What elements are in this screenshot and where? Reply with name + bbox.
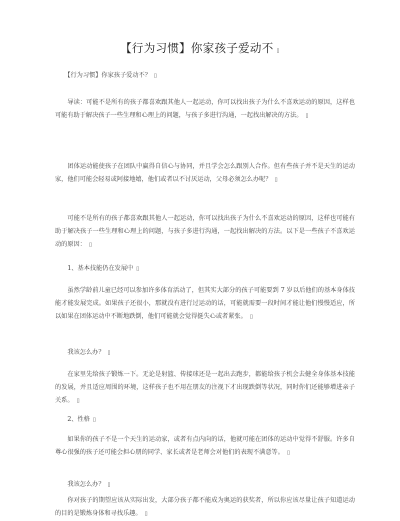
intro-paragraph: 导读：可能不是所有的孩子都喜欢跟其他人一起运动，你可以找出孩子为什么不喜欢运动的原因，这样也可能有助于解决孩子一些生理和心理上的问题，与孩子多进行沟通，一起找出解决的方法。 ▯ xyxy=(55,99,355,119)
title-mark: ▯ xyxy=(276,48,280,54)
team-paragraph: 团体运动能使孩子在团队中赢得自信心与协同，并且学会怎么跟别人合作。但有些孩子并不是天生的运动家，他们可能会轻易或阿接地嬉，他们或者以不讨厌运动，父母必须怎么办呢？ ▯ xyxy=(55,163,355,183)
expectations-paragraph: 你对孩子的期望应该从实际出发，大部分孩子都不能成为奥运的获奖者，所以你应该尽量让孩子知道运动的目的是锻炼身体和寻找乐趣。 ▯ xyxy=(55,497,355,517)
what-to-do-heading-2: 我该怎么办？ ▯ xyxy=(67,481,111,488)
lead-mark: ▯ xyxy=(153,73,157,79)
personality-paragraph: 如果你的孩子不是一个天生的运动家，或者有点内向的话，他就可能在团体的运动中觉得不舒服。许多自尊心很强的孩子还可能会担心朋的同学、家长或者是老师会对他们的表现不满意等。 ▯ xyxy=(55,436,355,456)
document-title-text: 【行为习惯】你家孩子爱动不 xyxy=(120,41,274,55)
home-practice-paragraph: 在家里先给孩子锻炼一下。无论是射篮、传接球还是一起出去跑步，都能给孩子机会去健全身体基本技能的发展，并且适应周围的环境，这样孩子也不用在朋友的注视下才出现跌倒等状况，同时你们还能够增进亲子关系。 ▯ xyxy=(55,371,355,404)
skills-paragraph: 虽然学龄前儿童已经可以参加许多体育活动了，但其实大部分的孩子可能要到 7 岁以后他们的基本身体技能才能发展完成。如果孩子还很小，那就没有进行过运动的话，可能就需要一段时间才能让他们慢慢适应，所以如果在团体运动中不断地跌倒，他们可能就会觉得挺失心或者紧张。 ▯ xyxy=(55,287,355,320)
reasons-paragraph: 可能不是所有的孩子都喜欢跟其他人一起运动，你可以找出孩子为什么不喜欢运动的原因，这样也可能有助于解决孩子一些生理和心理上的问题，与孩子多进行沟通，一起找出解决的方法。以下是一些孩子不喜欢运动的原因： ▯ xyxy=(55,215,355,248)
section-heading-2: 2、性格 ▯ xyxy=(67,416,96,423)
what-to-do-heading-1: 我该怎么办？ ▯ xyxy=(67,349,111,356)
lead-line xyxy=(55,69,355,83)
lead-text: 【行为习惯】你家孩子爱动不？ xyxy=(64,72,151,79)
document-title xyxy=(0,40,400,56)
section-heading-1: 1、基本技能仍在发展中 ▯ xyxy=(67,265,140,272)
